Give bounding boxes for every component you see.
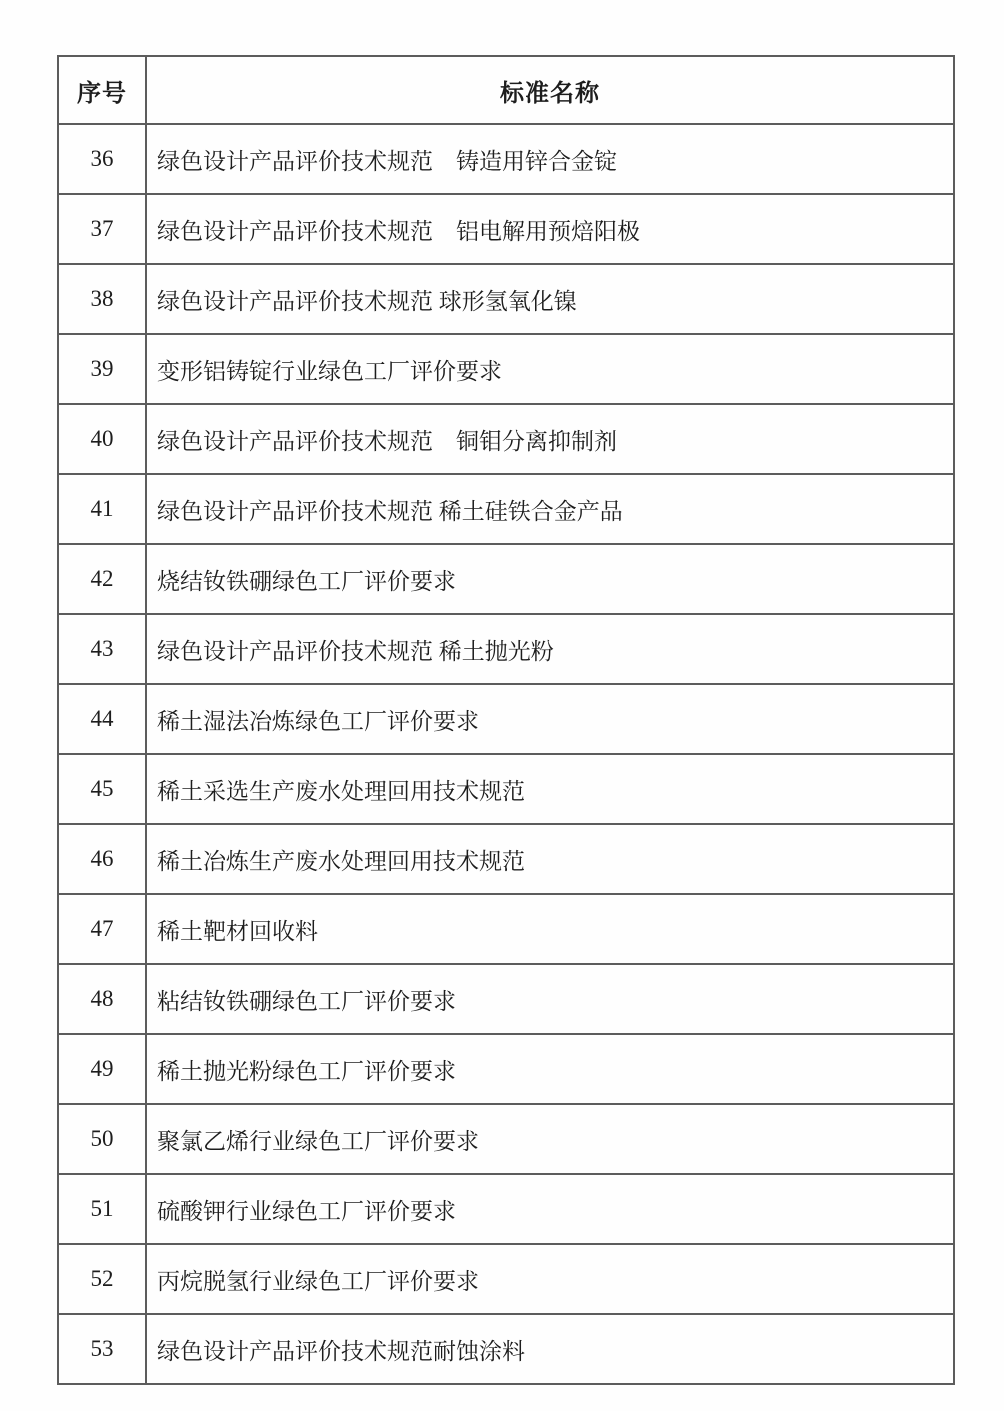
standard-name: 绿色设计产品评价技术规范 稀土抛光粉: [146, 614, 954, 684]
row-number: 49: [58, 1034, 146, 1104]
standard-name: 稀土采选生产废水处理回用技术规范: [146, 754, 954, 824]
header-row: [58, 56, 954, 124]
header-cell-index: 序号: [58, 56, 146, 124]
standard-name: 绿色设计产品评价技术规范 铜钼分离抑制剂: [146, 404, 954, 474]
row-number: 53: [58, 1314, 146, 1384]
row-number: 41: [58, 474, 146, 544]
row-number: 52: [58, 1244, 146, 1314]
table-row: [58, 194, 954, 264]
row-number: 45: [58, 754, 146, 824]
table-row: [58, 1244, 954, 1314]
table-row: [58, 474, 954, 544]
header-cell-name: 标准名称: [146, 56, 954, 124]
standard-name: 绿色设计产品评价技术规范 球形氢氧化镍: [146, 264, 954, 334]
standard-name: 变形铝铸锭行业绿色工厂评价要求: [146, 334, 954, 404]
row-number: 42: [58, 544, 146, 614]
table-row: [58, 824, 954, 894]
table-row: [58, 264, 954, 334]
standard-name: 丙烷脱氢行业绿色工厂评价要求: [146, 1244, 954, 1314]
standard-name: 粘结钕铁硼绿色工厂评价要求: [146, 964, 954, 1034]
row-number: 46: [58, 824, 146, 894]
standard-name: 聚氯乙烯行业绿色工厂评价要求: [146, 1104, 954, 1174]
table-row: [58, 754, 954, 824]
table-row: [58, 1104, 954, 1174]
standard-name: 绿色设计产品评价技术规范 稀土硅铁合金产品: [146, 474, 954, 544]
standard-name: 硫酸钾行业绿色工厂评价要求: [146, 1174, 954, 1244]
row-number: 43: [58, 614, 146, 684]
standard-name: 绿色设计产品评价技术规范 铸造用锌合金锭: [146, 124, 954, 194]
table-row: [58, 1034, 954, 1104]
row-number: 36: [58, 124, 146, 194]
table-row: [58, 614, 954, 684]
table-row: [58, 124, 954, 194]
row-number: 48: [58, 964, 146, 1034]
table-row: [58, 334, 954, 404]
row-number: 50: [58, 1104, 146, 1174]
table-row: [58, 544, 954, 614]
standard-name: 烧结钕铁硼绿色工厂评价要求: [146, 544, 954, 614]
standards-table: [57, 55, 955, 1385]
standard-name: 稀土靶材回收料: [146, 894, 954, 964]
row-number: 39: [58, 334, 146, 404]
table-row: [58, 894, 954, 964]
table-row: [58, 964, 954, 1034]
row-number: 40: [58, 404, 146, 474]
standard-name: 稀土冶炼生产废水处理回用技术规范: [146, 824, 954, 894]
standard-name: 绿色设计产品评价技术规范 铝电解用预焙阳极: [146, 194, 954, 264]
standard-name: 稀土抛光粉绿色工厂评价要求: [146, 1034, 954, 1104]
standard-name: 绿色设计产品评价技术规范耐蚀涂料: [146, 1314, 954, 1384]
row-number: 44: [58, 684, 146, 754]
row-number: 47: [58, 894, 146, 964]
table-row: [58, 1314, 954, 1384]
row-number: 51: [58, 1174, 146, 1244]
table-body: [58, 124, 954, 1384]
table-row: [58, 684, 954, 754]
table-row: [58, 404, 954, 474]
row-number: 38: [58, 264, 146, 334]
standard-name: 稀土湿法冶炼绿色工厂评价要求: [146, 684, 954, 754]
row-number: 37: [58, 194, 146, 264]
table-row: [58, 1174, 954, 1244]
